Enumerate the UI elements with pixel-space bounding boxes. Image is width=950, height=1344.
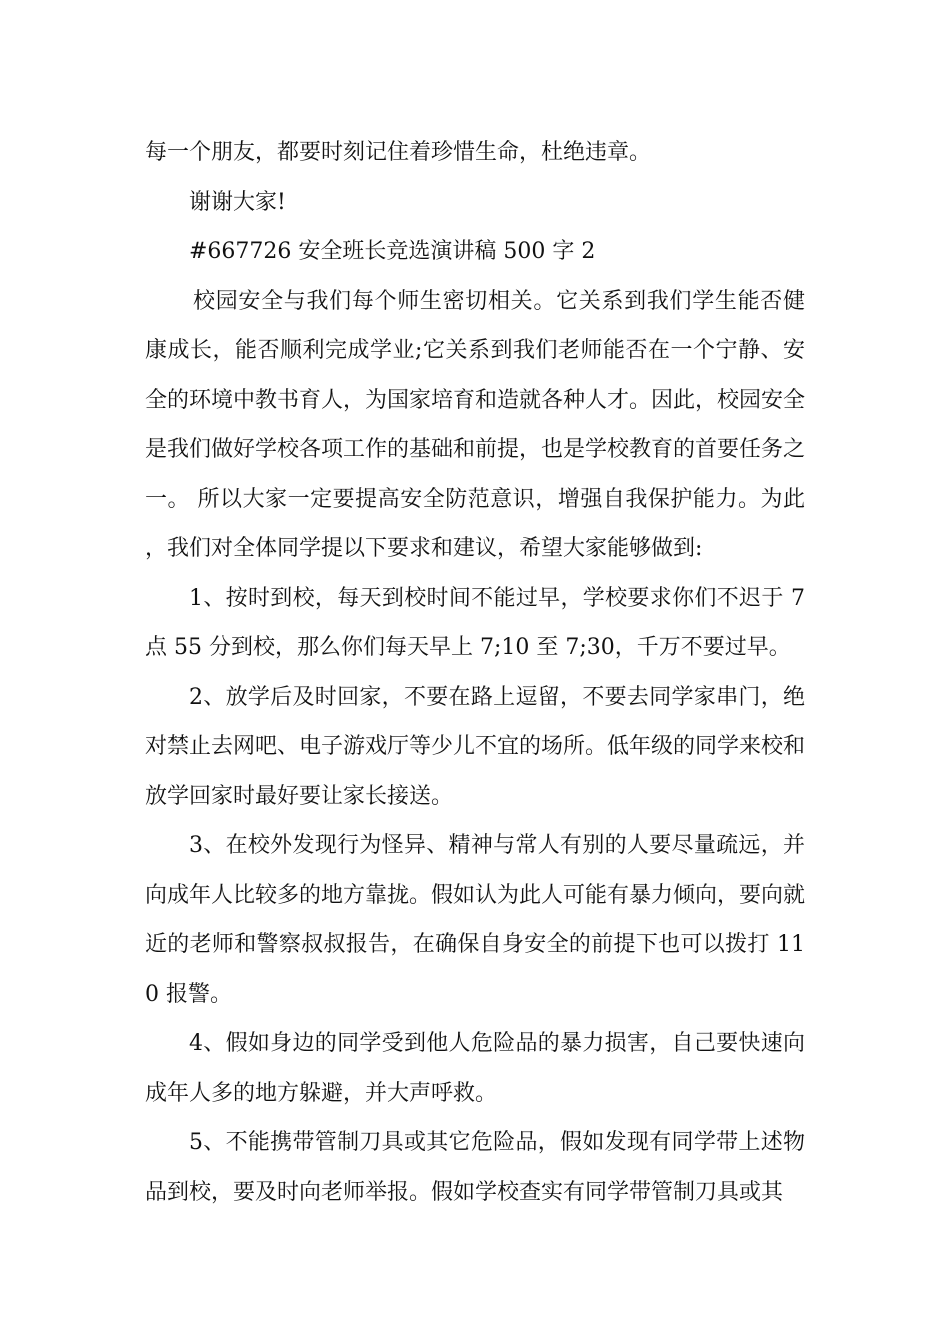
list-item-3: 3、在校外发现行为怪异、精神与常人有别的人要尽量疏远，并向成年人比较多的地方靠拢。假如认为此人可能有暴力倾向，要向就近的老师和警察叔叔报告，在确保自身安全的前提下也可以拨打 110 报警。 <box>145 833 806 1007</box>
paragraph-intro: 校园安全与我们每个师生密切相关。它关系到我们学生能否健康成长，能否顺利完成学业;它关系到我们老师能否在一个宁静、安全的环境中教书育人，为国家培育和造就各种人才。因此，校园安全是我们做好学校各项工作的基础和前提，也是学校教育的首要任务之一。 所以大家一定要提高安全防范意识，增强自我保护能力。为此，我们对全体同学提以下要求和建议，希望大家能够做到: <box>145 288 806 561</box>
document-body <box>145 128 805 1217</box>
list-item-1: 1、按时到校，每天到校时间不能过早，学校要求你们不迟于 7 点 55 分到校，那么你们每天早上 7;10 至 7;30，千万不要过早。 <box>145 585 805 660</box>
paragraph-thanks: 谢谢大家! <box>189 189 286 215</box>
section-heading: #667726 安全班长竞选演讲稿 500 字 2 <box>189 239 596 264</box>
paragraph-closing-line: 每一个朋友，都要时刻记住着珍惜生命，杜绝违章。 <box>145 140 652 165</box>
list-item-5: 5、不能携带管制刀具或其它危险品，假如发现有同学带上述物品到校，要及时向老师举报。假如学校查实有同学带管制刀具或其 <box>145 1130 805 1205</box>
list-item-2: 2、放学后及时回家，不要在路上逗留，不要去同学家串门，绝对禁止去网吧、电子游戏厅等少儿不宜的场所。低年级的同学来校和放学回家时最好要让家长接送。 <box>145 684 806 809</box>
list-item-4: 4、假如身边的同学受到他人危险品的暴力损害，自己要快速向成年人多的地方躲避，并大声呼救。 <box>145 1031 805 1106</box>
